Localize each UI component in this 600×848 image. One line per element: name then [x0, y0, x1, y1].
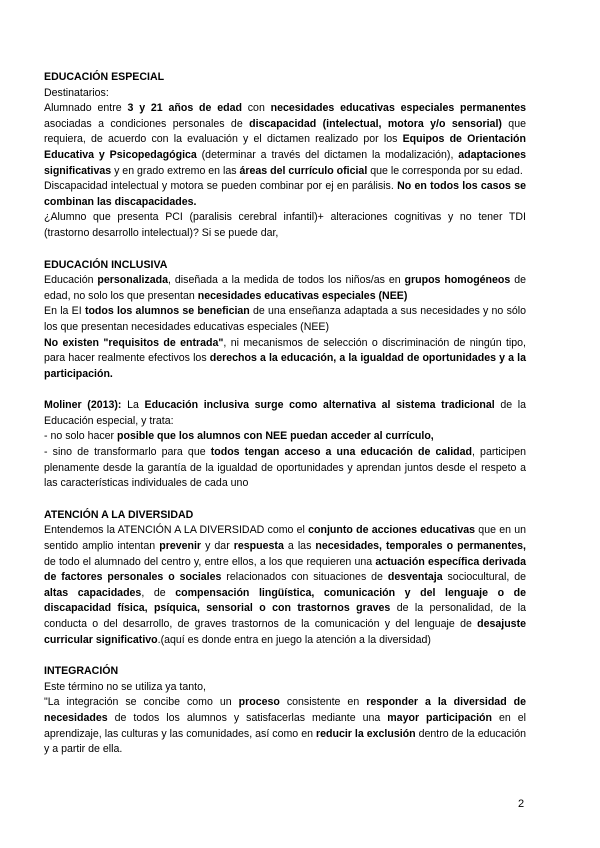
text-run: que en un sentido amplio intentan [44, 524, 527, 553]
paragraph [44, 445, 526, 492]
text-run: Discapacidad intelectual y motora se pueden combinar por ej en parálisis. [44, 180, 398, 193]
bold-text-run: Moliner (2013): [44, 399, 122, 412]
page-number: 2 [518, 798, 525, 810]
text-run: , ni mecanismos de selección o discriminación de ningún tipo, para hacer realmente efectivos los [44, 336, 526, 365]
bold-text-run: discapacidad (intelectual, motora y/o sensorial) [249, 117, 502, 130]
bold-text-run: altas capacidades [44, 586, 142, 599]
paragraph [44, 429, 526, 445]
text-run: - no solo hacer [44, 430, 118, 443]
bold-text-run: todos los alumnos se benefician [84, 305, 250, 318]
bold-text-run: reducir la exclusión [316, 727, 416, 740]
paragraph [44, 336, 526, 383]
bold-text-run: 3 y 21 años de edad [127, 102, 242, 115]
text-run: y en grado extremo en las [111, 164, 240, 177]
bold-text-run: grupos homogéneos [404, 274, 511, 287]
section-heading: ATENCIÓN A LA DIVERSIDAD [44, 508, 194, 521]
text-run: que le corresponda por su edad. [367, 164, 523, 177]
bold-text-run: áreas del currículo oficial [239, 164, 368, 177]
text-run: sociocultural, de [442, 571, 527, 584]
bold-text-run: posible que los alumnos con NEE puedan acceder al currículo, [117, 430, 434, 443]
text-run: dentro de la educación y a partir de ella. [44, 727, 526, 756]
text-run: Este término no se utiliza ya tanto, [44, 680, 206, 693]
paragraph [44, 179, 526, 210]
bold-text-run: prevenir [159, 540, 202, 553]
bold-text-run: No existen "requisitos de entrada" [44, 336, 224, 349]
bold-text-run: todos tengan acceso a una educación de calidad [210, 446, 472, 459]
text-run: Entendemos la ATENCIÓN A LA DIVERSIDAD como el [44, 524, 309, 537]
bold-text-run: responder a la diversidad de necesidades [44, 696, 527, 724]
section-educacion-especial [44, 70, 526, 242]
text-run: La [121, 399, 145, 412]
bold-text-run: Equipos de Orientación Educativa y Psicopedagógica [44, 133, 527, 161]
text-run: Alumnado entre [44, 102, 128, 115]
bold-text-run: respuesta [233, 540, 284, 553]
section-moliner [44, 398, 526, 492]
text-run: , diseñada a la medida de todos los niños/as en [168, 274, 405, 287]
text-run: .(aquí es donde entra en juego la atención a la diversidad) [157, 633, 431, 646]
document-page [44, 70, 526, 758]
section-heading: INTEGRACIÓN [44, 665, 119, 678]
bold-text-run: desventaja [387, 571, 443, 584]
text-run: en el aprendizaje, las culturas y las comunidades, así como en [44, 711, 527, 740]
text-run: de todos los alumnos y satisfacerlas mediante una [107, 711, 388, 724]
bold-text-run: personalizada [97, 274, 169, 287]
section-heading: EDUCACIÓN INCLUSIVA [44, 258, 168, 271]
text-run: - sino de transformarlo para que [44, 446, 211, 459]
paragraph [44, 273, 526, 304]
bold-text-run: derechos a la educación, a la igualdad de oportunidades y a la participación. [44, 352, 526, 380]
bold-text-run: actuación específica derivada de factores personales o sociales [44, 555, 526, 584]
bold-text-run: necesidades, temporales o permanentes, [315, 540, 526, 553]
text-run: de la Educación especial, y trata: [44, 399, 527, 427]
paragraph [44, 210, 526, 241]
paragraph [44, 695, 526, 757]
paragraph [44, 101, 526, 179]
text-run: relacionados con situaciones de [221, 571, 388, 584]
bold-text-run: mayor participación [387, 711, 492, 724]
text-run: asociadas a condiciones personales de [44, 117, 250, 130]
paragraph [44, 680, 526, 696]
bold-text-run: necesidades educativas especiales permanentes [270, 102, 526, 115]
text-run: de una enseñanza adaptada a sus necesidades y no sólo los que presentan necesidades educativas especiales (NEE) [44, 305, 526, 333]
section-heading: EDUCACIÓN ESPECIAL [44, 71, 165, 83]
section-atencion-diversidad [44, 508, 526, 648]
paragraph [44, 523, 526, 648]
bold-text-run: proceso [238, 696, 280, 709]
text-run: ¿Alumno que presenta PCI (paralisis cerebral infantil)+ alteraciones cognitivas y no tener TDI (trastorno desarrollo intelectual)? Si se puede dar, [44, 211, 526, 239]
bold-text-run: conjunto de acciones educativas [308, 524, 476, 537]
text-run: de todo el alumnado del centro y, entre ellos, a los que requieren una [44, 555, 376, 568]
section-integracion [44, 664, 526, 758]
text-run: a las [283, 540, 316, 553]
text-run: , participen plenamente desde la garantía de la igualdad de oportunidades y aprendan juntos desde el respeto a las características individuales de cada uno [44, 446, 526, 490]
bold-text-run: No en todos los casos se combinan las discapacidades. [44, 180, 526, 208]
text-run: , de [141, 586, 176, 599]
section-educacion-inclusiva [44, 258, 526, 383]
bold-text-run: necesidades educativas especiales (NEE) [197, 289, 408, 302]
text-run: (determinar a través del dictamen la modalización), [196, 148, 459, 161]
text-run: con [241, 102, 271, 115]
destinatarios-label: Destinatarios: [44, 86, 109, 99]
text-run: Educación [44, 274, 98, 287]
text-run: y dar [201, 540, 234, 553]
text-run: de la personalidad, de la conducta o del desarrollo, de graves trastornos de la comunicación y del lenguaje de [44, 602, 526, 630]
paragraph [44, 304, 526, 335]
paragraph [44, 398, 526, 429]
bold-text-run: compensación lingüística, comunicación y del lenguaje o de discapacidad física, psíquica, sensorial o con trastornos graves [44, 586, 526, 615]
bold-text-run: Educación inclusiva surge como alternativa al sistema tradicional [144, 399, 495, 412]
text-run: de edad, no solo los que presentan [44, 274, 526, 302]
text-run: "La integración se concibe como un [44, 696, 239, 709]
text-run: que requiera, de acuerdo con la evaluación y el dictamen realizado por los [44, 117, 526, 146]
text-run: consistente en [279, 696, 367, 709]
bold-text-run: adaptaciones significativas [44, 148, 526, 177]
text-run: En la EI [44, 305, 85, 318]
bold-text-run: desajuste curricular significativo [44, 618, 526, 646]
